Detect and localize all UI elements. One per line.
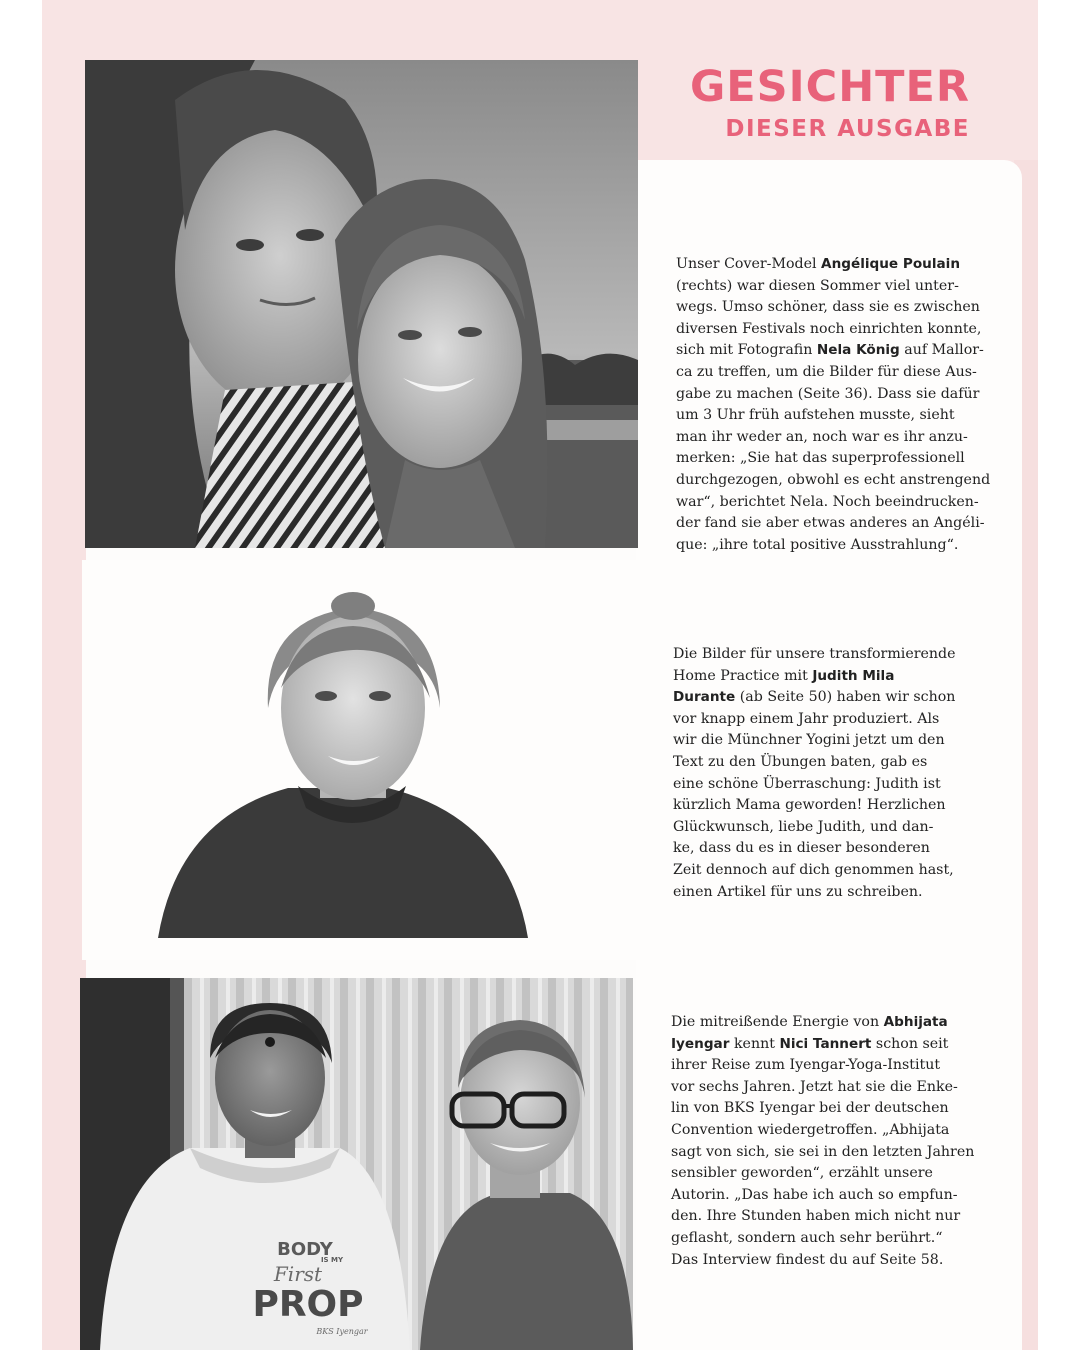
text-segment: schon seit [871,1035,949,1052]
text-segment: que: „ihre total positive Ausstrahlung“. [676,536,959,553]
name-highlight: Nici Tannert [779,1035,872,1052]
article-angelique [676,254,1006,556]
photo-abhijata-nici [80,978,633,1350]
text-segment: kürzlich Mama geworden! Herzlichen [673,797,946,814]
name-highlight: Abhijata [883,1014,948,1030]
photo-angelique-nela [85,60,638,548]
text-segment: geflasht, sondern auch sehr berührt.“ [671,1229,943,1246]
shirt-print-is-my: IS MY [320,1256,344,1264]
text-line [671,1055,1001,1077]
text-line [676,405,1006,427]
text-line [676,362,1006,384]
name-highlight: Angélique Poulain [821,256,961,272]
text-segment: (ab Seite 50) haben wir schon [735,689,956,706]
text-line [673,838,1003,860]
text-line [671,1012,1001,1034]
text-line [671,1228,1001,1250]
text-segment: eine schöne Überraschung: Judith ist [673,775,941,792]
heading-line-1: GESICHTER [690,62,970,112]
text-segment: lin von BKS Iyengar bei der deutschen [671,1100,949,1117]
text-line [676,492,1006,514]
text-segment: den. Ihre Stunden haben mich nicht nur [671,1208,961,1225]
text-line [676,470,1006,492]
shirt-print-body: BODY [277,1239,333,1260]
text-line [673,730,1003,752]
text-segment: auf Mallor- [899,342,984,359]
text-segment: merken: „Sie hat das superprofessionell [676,450,965,467]
page-heading [690,64,970,144]
text-segment: Home Practice mit [673,667,813,684]
text-segment: kennt [729,1035,780,1052]
text-line [671,1206,1001,1228]
text-line [673,687,1003,709]
text-line [676,427,1006,449]
text-segment: Convention wiedergetroffen. „Abhijata [671,1121,950,1138]
text-line [671,1034,1001,1056]
text-line [673,817,1003,839]
text-segment: Glückwunsch, liebe Judith, und dan- [673,818,934,835]
text-segment: durchgezogen, obwohl es echt anstrengend [676,471,991,488]
heading-line-2: DIESER AUSGABE [725,116,970,142]
text-segment: um 3 Uhr früh aufstehen musste, sieht [676,407,955,424]
text-segment: (rechts) war diesen Sommer viel unter- [676,277,959,294]
text-line [671,1185,1001,1207]
text-segment: gabe zu machen (Seite 36). Dass sie dafür [676,385,980,402]
text-line [676,448,1006,470]
text-segment: Unser Cover-Model [676,256,822,272]
text-segment: wir die Münchner Yogini jetzt um den [673,732,945,749]
text-segment: Text zu den Übungen baten, gab es [673,753,928,770]
text-segment: ihrer Reise zum Iyengar-Yoga-Institut [671,1057,941,1074]
text-segment: wegs. Umso schöner, dass sie es zwischen [676,299,980,316]
shirt-print-prop: PROP [252,1284,364,1325]
text-line [673,666,1003,688]
text-segment: sensibler geworden“, erzählt unsere [671,1165,933,1182]
name-highlight: Nela König [816,342,900,359]
text-line [671,1250,1001,1272]
text-line [673,774,1003,796]
text-line [671,1077,1001,1099]
text-segment: Zeit dennoch auf dich genommen hast, [673,861,954,878]
text-line [676,340,1006,362]
name-highlight: Iyengar [671,1035,730,1052]
name-highlight: Judith Mila [812,667,895,684]
article-judith [673,644,1003,903]
text-line [673,882,1003,904]
text-segment: ca zu treffen, um die Bilder für diese Aus- [676,363,977,380]
text-line [673,752,1003,774]
text-segment: der fand sie aber etwas anderes an Angéli- [676,515,985,532]
name-highlight: Durante [673,689,736,706]
text-line [671,1120,1001,1142]
text-line [673,795,1003,817]
text-segment: sich mit Fotografin [676,342,817,359]
text-line [676,276,1006,298]
text-segment: sagt von sich, sie sei in den letzten Jahren [671,1143,975,1160]
text-line [673,644,1003,666]
text-segment: war“, berichtet Nela. Noch beeindrucken- [676,493,979,510]
text-segment: vor sechs Jahren. Jetzt hat sie die Enke- [671,1078,958,1095]
text-segment: ke, dass du es in dieser besonderen [673,840,930,857]
text-line [676,319,1006,341]
text-line [676,384,1006,406]
text-segment: man ihr weder an, noch war es ihr anzu- [676,428,968,445]
article-abhijata [671,1012,1001,1271]
page-margin-left [0,0,42,1350]
text-line [671,1142,1001,1164]
text-segment: diversen Festivals noch einrichten konnte, [676,320,982,337]
page-margin-right [1038,0,1080,1350]
text-segment: Autorin. „Das habe ich auch so empfun- [671,1186,958,1203]
text-line [676,297,1006,319]
text-line [671,1163,1001,1185]
text-line [673,860,1003,882]
text-segment: einen Artikel für uns zu schreiben. [673,883,923,900]
text-line [676,513,1006,535]
text-segment: vor knapp einem Jahr produziert. Als [673,710,940,727]
text-line [676,535,1006,557]
shirt-print-signature: BKS Iyengar [316,1327,368,1336]
text-line [673,709,1003,731]
text-segment: Die Bilder für unsere transformierende [673,646,956,662]
text-line [671,1098,1001,1120]
shirt-print-first: First [273,1262,323,1286]
text-segment: Das Interview findest du auf Seite 58. [671,1251,944,1268]
text-line [676,254,1006,276]
photo-judith [148,588,528,938]
text-segment: Die mitreißende Energie von [671,1014,884,1030]
